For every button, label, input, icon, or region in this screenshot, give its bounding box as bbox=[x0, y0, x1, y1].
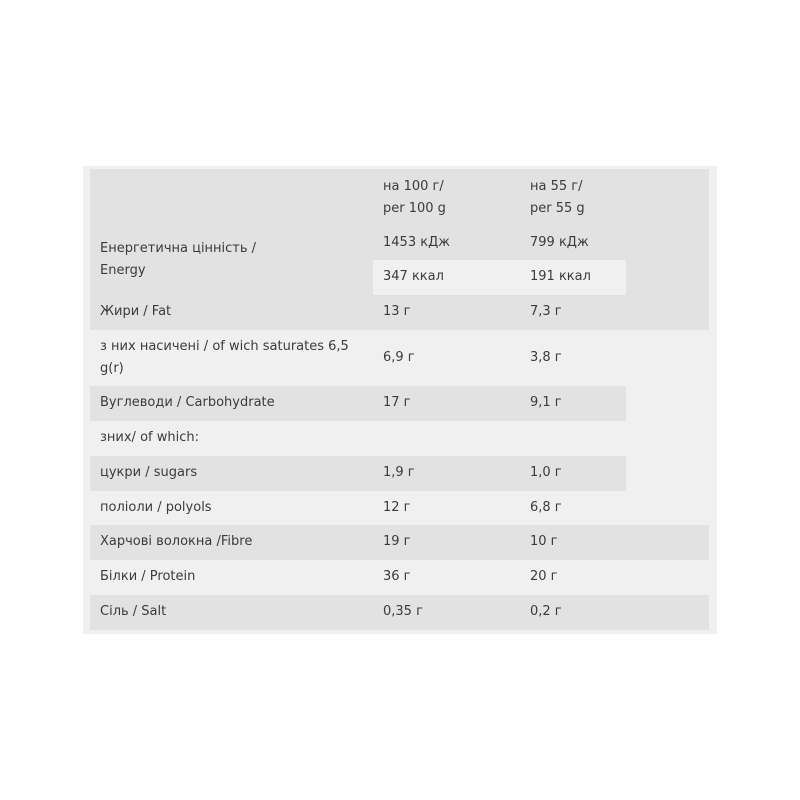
row-value-100g-fibre: 19 г bbox=[383, 534, 411, 549]
row-label-saturates: з них насичені / of wich saturates 6,5 g(r) bbox=[100, 339, 349, 376]
row-label-of-which: зних/ of which: bbox=[100, 430, 199, 445]
row-value-100g-sugars: 1,9 г bbox=[383, 465, 415, 480]
energy-kcal-100g: 347 ккал bbox=[383, 269, 444, 284]
row-value-55g-polyols: 6,8 г bbox=[530, 500, 562, 515]
row-label-polyols: поліоли / polyols bbox=[100, 500, 212, 515]
row-value-100g-salt: 0,35 г bbox=[383, 604, 423, 619]
row-label-fat: Жири / Fat bbox=[100, 304, 172, 319]
row-value-55g-salt: 0,2 г bbox=[530, 604, 562, 619]
row-value-100g-polyols: 12 г bbox=[383, 500, 411, 515]
row-label-protein: Білки / Protein bbox=[100, 569, 196, 584]
energy-label: Енергетична цінність / Energy bbox=[100, 241, 257, 278]
row-value-55g-protein: 20 г bbox=[530, 569, 558, 584]
row-value-100g-saturates: 6,9 г bbox=[383, 350, 415, 365]
energy-kcal-55g: 191 ккал bbox=[530, 269, 591, 284]
row-value-100g-fat: 13 г bbox=[383, 304, 411, 319]
row-label-salt: Сіль / Salt bbox=[100, 604, 167, 619]
header-per-55g: на 55 г/ per 55 g bbox=[530, 179, 585, 216]
row-label-sugars: цукри / sugars bbox=[100, 465, 198, 480]
row-value-55g-saturates: 3,8 г bbox=[530, 350, 562, 365]
header-per-100g: на 100 г/ per 100 g bbox=[383, 179, 446, 216]
row-value-100g-protein: 36 г bbox=[383, 569, 411, 584]
row-label-carbohydrate: Вуглеводи / Carbohydrate bbox=[100, 395, 275, 410]
row-value-100g-carbohydrate: 17 г bbox=[383, 395, 411, 410]
nutrition-table bbox=[83, 166, 717, 634]
row-label-fibre: Харчові волокна /Fibre bbox=[100, 534, 253, 549]
row-value-55g-carbohydrate: 9,1 г bbox=[530, 395, 562, 410]
energy-kj-100g: 1453 кДж bbox=[383, 235, 450, 250]
row-value-55g-fibre: 10 г bbox=[530, 534, 558, 549]
row-value-55g-fat: 7,3 г bbox=[530, 304, 562, 319]
row-value-55g-sugars: 1,0 г bbox=[530, 465, 562, 480]
energy-kj-55g: 799 кДж bbox=[530, 235, 589, 250]
